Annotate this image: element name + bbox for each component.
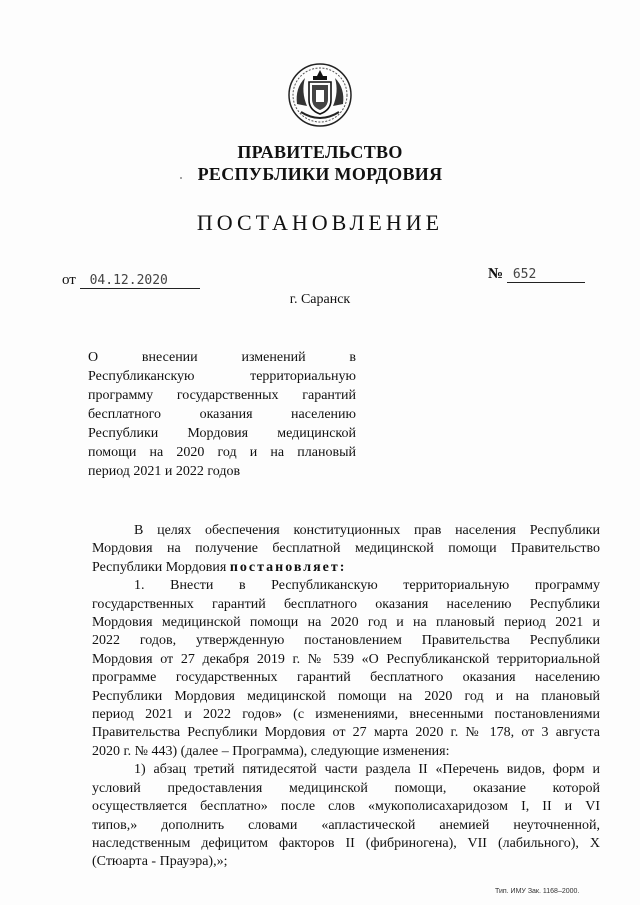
resolution-keyword: постановляет: — [229, 559, 347, 575]
subject-line: Республиканскую территориальную — [88, 369, 356, 384]
date-value: 04.12.2020 — [80, 274, 200, 289]
body-line: 1. Внести в Республиканскую территориальную программу — [134, 578, 600, 594]
print-house-mark: Тип. ИМУ Зак. 1168–2000. — [495, 888, 580, 895]
coat-of-arms-emblem — [287, 62, 353, 128]
document-type-heading: ПОСТАНОВЛЕНИЕ — [196, 210, 444, 235]
republic-title: РЕСПУБЛИКИ МОРДОВИЯ — [197, 164, 443, 184]
body-line: (Стюарта - Прауэра),»; — [92, 854, 228, 870]
body-line: 2022 годов, утвержденную постановлением Правительства Республики — [92, 633, 600, 649]
body-line: Мордовия медицинской помощи на 2020 год и на плановый период 2021 и — [92, 615, 600, 631]
number-value: 652 — [507, 268, 585, 283]
city-name: г. Саранск — [289, 292, 351, 307]
document-subject — [88, 348, 356, 481]
body-text-run: Республики Мордовия — [92, 559, 227, 575]
subject-line: период 2021 и 2022 годов — [88, 464, 241, 479]
subject-line: помощи на 2020 год и на плановый — [88, 445, 356, 460]
body-line: Мордовия от 27 декабря 2019 г. № 539 «О Республиканской территориальной — [92, 651, 600, 667]
document-number — [488, 266, 585, 283]
date-prefix: от — [62, 272, 76, 288]
government-title: ПРАВИТЕЛЬСТВО — [237, 142, 403, 162]
subject-line: О внесении изменений в — [88, 350, 356, 365]
subject-line: бесплатного оказания населению — [88, 407, 356, 422]
body-line: Правительства Республики Мордовия от 27 марта 2020 г. № 178, от 3 августа — [92, 725, 600, 741]
body-line: осуществляется бесплатно» после слов «мукополисахаридозом I, II и VI — [92, 799, 600, 815]
body-line: период 2021 и 2022 годов» (с изменениями, внесенными постановлениями — [92, 707, 600, 723]
body-line: Республики Мордовия медицинской помощи на 2020 год и на плановый — [92, 688, 600, 704]
document-date — [62, 272, 200, 289]
body-line: В целях обеспечения конституционных прав населения Республики — [134, 523, 600, 538]
body-line: условий предоставления медицинской помощи, оказание которой — [92, 780, 600, 796]
body-line: типов,» дополнить словами «апластической анемией неуточненной, — [92, 817, 600, 833]
body-line: государственных гарантий бесплатного оказания населению Республики — [92, 596, 600, 612]
number-sign: № — [488, 266, 504, 282]
body-line: 1) абзац третий пятидесятой части раздела II «Перечень видов, форм и — [134, 762, 600, 778]
body-line — [92, 559, 600, 577]
document-body — [92, 522, 600, 872]
body-line: Мордовия на получение бесплатной медицинской помощи Правительство — [92, 541, 600, 557]
body-line: наследственным дефицитом факторов II (фибриногена), VII (лабильного), X — [92, 835, 600, 851]
subject-line: программу государственных гарантий — [88, 388, 356, 403]
body-line: 2020 г. № 443) (далее – Программа), следующие изменения: — [92, 743, 450, 759]
subject-line: Республики Мордовия медицинской — [88, 426, 356, 441]
body-line: программе государственных гарантий бесплатного оказания населению — [92, 670, 600, 686]
